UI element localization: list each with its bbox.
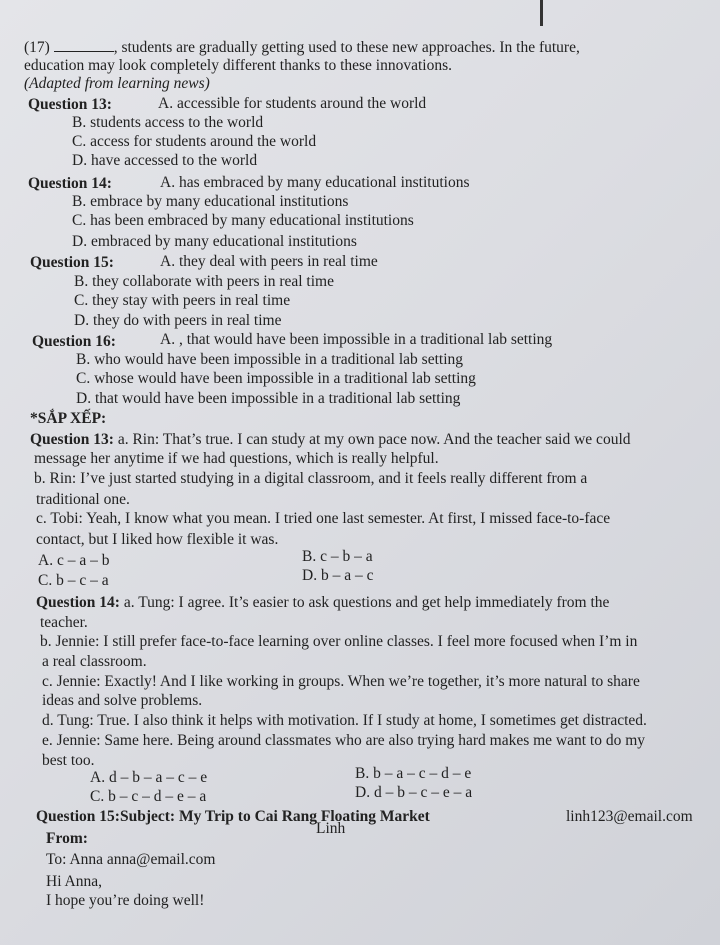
email-to-line: To: Anna anna@email.com [46,851,216,868]
question-13-label: Question 13: [28,96,112,113]
arrange-q13-line: Question 13: a. Rin: That’s true. I can study at my own pace now. And the teacher said we could [30,431,631,448]
arrange-q14-line: a real classroom. [42,653,147,670]
email-greeting: Hi Anna, [46,873,102,890]
q14-option-b: B. embrace by many educational institutions [72,193,349,210]
q15-option-b: B. they collaborate with peers in real time [74,273,334,290]
arrange-q15-subject: Question 15:Subject: My Trip to Cai Rang Floating Market [36,808,430,825]
email-from-label: From: [46,830,88,847]
arrange-q13-line: b. Rin: I’ve just started studying in a digital classroom, and it feels really different from a [34,470,588,487]
arrange-q14-line: ideas and solve problems. [42,692,203,709]
arrange-q13-line: contact, but I liked how flexible it was. [36,531,279,548]
arrange-q13-option-c: C. b – c – a [38,572,109,589]
arrange-q14-option-a: A. d – b – a – c – e [90,769,208,786]
arrange-q13-line: c. Tobi: Yeah, I know what you mean. I tried one last semester. At first, I missed face-to-face [36,510,611,527]
q13-option-b: B. students access to the world [72,114,264,131]
passage-line: education may look completely different thanks to these innovations. [24,57,453,74]
q16-option-d: D. that would have been impossible in a traditional lab setting [76,390,461,407]
arrange-q13-option-d: D. b – a – c [302,567,374,584]
email-opening: I hope you’re doing well! [46,892,205,909]
arrange-q13-option-a: A. c – a – b [38,552,110,569]
q15-option-d: D. they do with peers in real time [74,312,282,329]
q14-option-d: D. embraced by many educational institutions [72,233,357,250]
email-sender-address: linh123@email.com [566,808,693,825]
arrange-q14-line: Question 14: a. Tung: I agree. It’s easier to ask questions and get help immediately from the [36,594,610,611]
q16-option-a: A. , that would have been impossible in a traditional lab setting [160,331,553,348]
arrange-q14-option-b: B. b – a – c – d – e [355,765,472,782]
q15-option-a: A. they deal with peers in real time [160,253,378,270]
question-15-label: Question 15: [30,254,114,271]
question-16-label: Question 16: [32,333,116,350]
gap-17-line: (17) , students are gradually getting used to these new approaches. In the future, [24,39,580,56]
arrange-q13-option-b: B. c – b – a [302,548,373,565]
gap-17-blank [54,38,114,52]
q16-option-c: C. whose would have been impossible in a traditional lab setting [76,370,476,387]
q15-option-c: C. they stay with peers in real time [74,292,291,309]
question-14-label: Question 14: [28,175,112,192]
q13-option-d: D. have accessed to the world [72,152,258,169]
arrange-q14-line: teacher. [40,614,88,631]
arrange-q14-option-c: C. b – c – d – e – a [90,788,207,805]
arrange-q14-line: e. Jennie: Same here. Being around classmates who are also trying hard makes me want to do my [42,732,646,749]
arrange-q14-option-d: D. d – b – c – e – a [355,784,473,801]
source-note: (Adapted from learning news) [24,75,210,92]
page-edge-mark [540,0,543,26]
arrange-q14-line: best too. [42,752,95,769]
q14-option-c: C. has been embraced by many educational institutions [72,212,414,229]
email-sender-name: Linh [316,820,346,837]
q14-option-a: A. has embraced by many educational institutions [160,174,470,191]
q16-option-b: B. who would have been impossible in a traditional lab setting [76,351,464,368]
section-heading-arrange: *SẮP XẾP: [30,410,107,427]
arrange-q13-line: message her anytime if we had questions, which is really helpful. [34,450,439,467]
arrange-q14-line: d. Tung: True. I also think it helps with motivation. If I study at home, I sometimes get distracted. [42,712,647,729]
arrange-q13-line: traditional one. [36,491,130,508]
q13-option-c: C. access for students around the world [72,133,317,150]
q13-option-a: A. accessible for students around the world [158,95,427,112]
arrange-q14-line: c. Jennie: Exactly! And I like working in groups. When we’re together, it’s more natural to share [42,673,640,690]
arrange-q14-line: b. Jennie: I still prefer face-to-face learning over online classes. I feel more focused when I’m in [40,633,638,650]
